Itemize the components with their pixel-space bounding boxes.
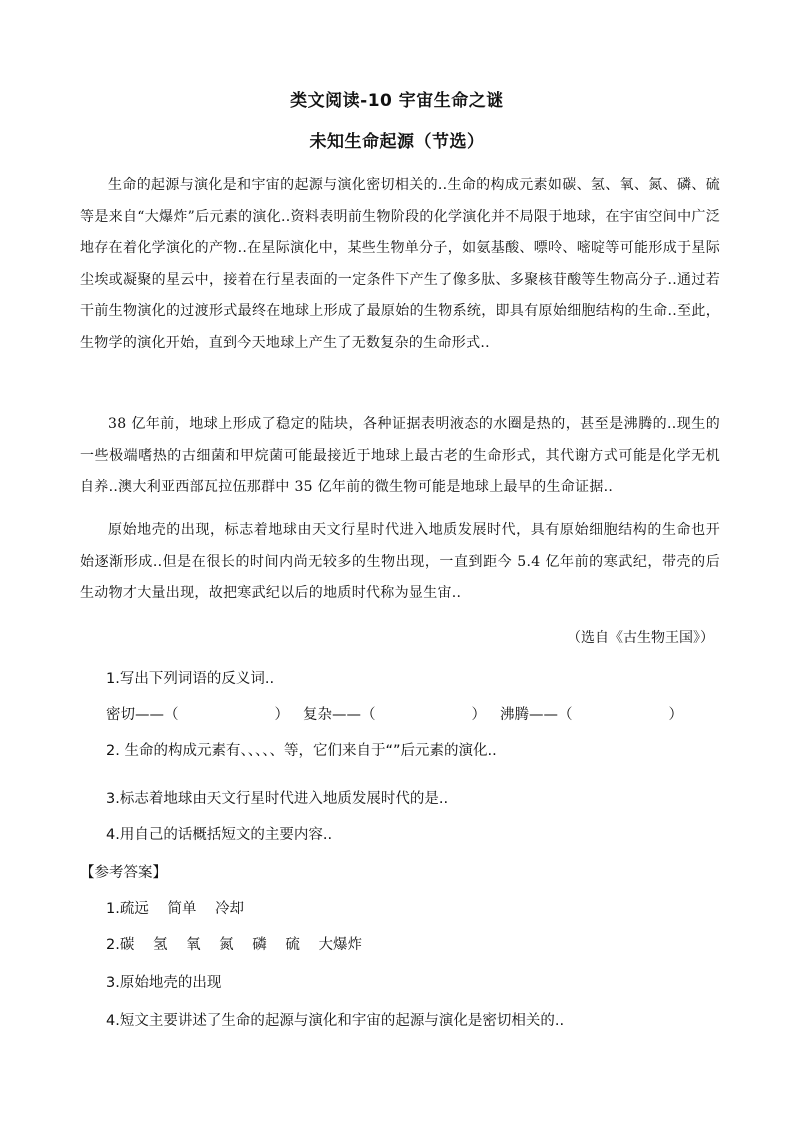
passage-paragraph-2: 38 亿年前，地球上形成了稳定的陆块，各种证据表明液态的水圈是热的，甚至是沸腾的..现生的一些极端嗜热的古细菌和甲烷菌可能最接近于地球上最古老的生命形式，其代谢方式可能是化学无机自养..澳大利亚西部瓦拉伍那群中 35 亿年前的微生物可能是地球上最早的生命证据.. [80,416,720,495]
answer-2-item: 2.碳 [106,937,135,953]
question-4: 4.用自己的话概括短文的主要内容.. [106,827,333,843]
antonym-option-2-close: ） [471,707,486,723]
answer-2-item: 硫 [285,937,300,953]
answer-1 [106,897,244,918]
question-1: 1.写出下列词语的反义词.. [106,671,275,687]
antonym-option-1: 密切——（ [106,707,179,723]
antonym-option-2: 复杂——（ [303,707,376,723]
answer-2-item: 氮 [219,937,234,953]
question-3: 3.标志着地球由天文行星时代进入地质发展时代的是.. [106,791,449,807]
passage-source: （选自《古生物王国》） [567,630,714,646]
answer-2-item: 磷 [252,937,267,953]
antonym-option-1-close: ） [274,707,289,723]
answer-3: 3.原始地壳的出现 [106,975,222,991]
passage-paragraph-3: 原始地壳的出现，标志着地球由天文行星时代进入地质发展时代，具有原始细胞结构的生命也开始逐渐形成..但是在很长的时间内尚无较多的生物出现，一直到距今 5.4 亿年前的寒武纪，带壳的后生动物才大量出现，故把寒武纪以后的地质时代称为显生宙.. [80,522,720,601]
answer-2 [106,933,362,954]
document-title: 类文阅读-10 宇宙生命之谜 [290,91,504,111]
answer-2-item: 氧 [186,937,201,953]
answer-1-word: 1.疏远 [106,901,149,917]
passage-paragraph-1: 生命的起源与演化是和宇宙的起源与演化密切相关的..生命的构成元素如碳、氢、氧、氮、磷、硫等是来自“大爆炸”后元素的演化..资料表明前生物阶段的化学演化并不局限于地球，在宇宙空间中广泛地存在着化学演化的产物..在星际演化中，某些生物单分子，如氨基酸、嘌呤、嘧啶等可能形成于星际尘埃或凝聚的星云中，接着在行星表面的一定条件下产生了像多肽、多聚核苷酸等生物高分子..通过若干前生物演化的过渡形式最终在地球上形成了最原始的生物系统，即具有原始细胞结构的生命..至此，生物学的演化开始，直到今天地球上产生了无数复杂的生命形式.. [80,177,720,351]
answer-2-item: 大爆炸 [318,937,362,953]
answer-4: 4.短文主要讲述了生命的起源与演化和宇宙的起源与演化是密切相关的.. [106,1013,565,1029]
answer-2-item: 氢 [152,937,168,953]
question-2: 2. 生命的构成元素有、、、、、等，它们来自于“”后元素的演化.. [106,743,497,759]
answer-1-word: 简单 [167,901,197,917]
antonym-option-3: 沸腾——（ [500,707,573,723]
antonym-option-3-close: ） [668,707,683,723]
passage-title: 未知生命起源（节选） [309,132,485,152]
question-1-options [106,703,683,724]
answer-1-word: 冷却 [215,901,245,917]
answers-heading: 【参考答案】 [80,865,167,881]
